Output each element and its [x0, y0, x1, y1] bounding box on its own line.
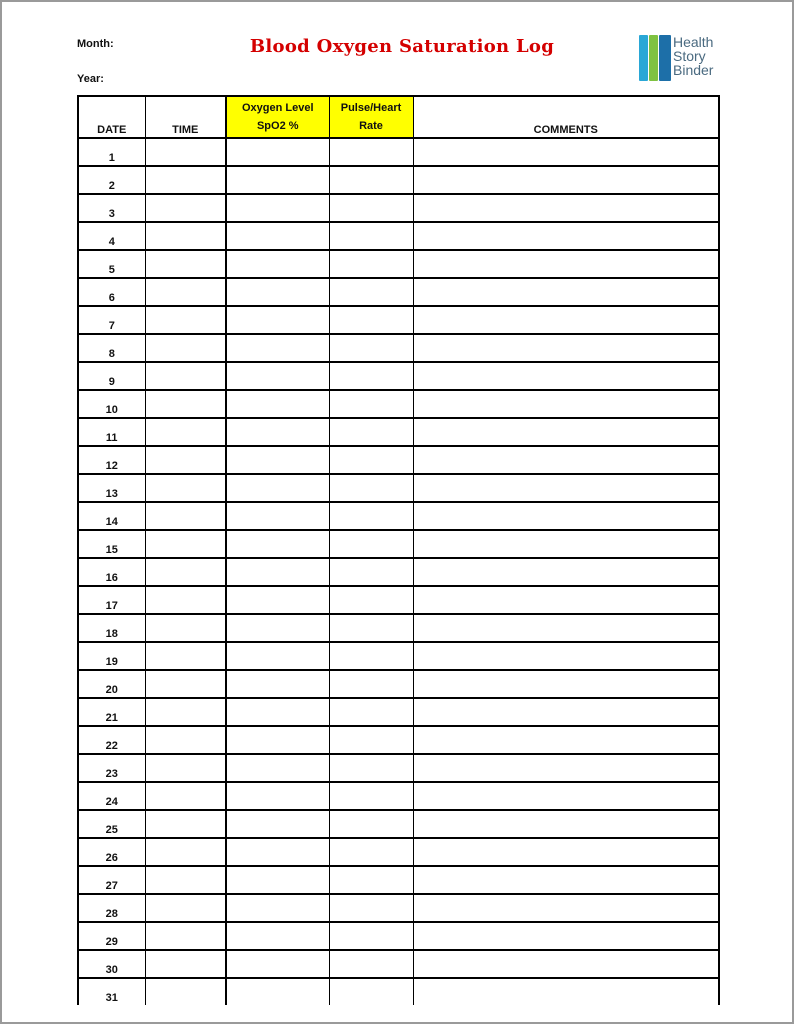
date-cell: 23: [78, 754, 145, 782]
date-cell: 5: [78, 250, 145, 278]
pulse-cell[interactable]: [329, 334, 413, 362]
pulse-cell[interactable]: [329, 586, 413, 614]
date-cell: 29: [78, 922, 145, 950]
date-cell: 27: [78, 866, 145, 894]
log-body: [78, 138, 719, 1005]
date-cell: 17: [78, 586, 145, 614]
logo-word-story: Story: [673, 48, 706, 64]
comments-cell[interactable]: [413, 418, 719, 446]
time-cell[interactable]: [145, 838, 226, 866]
time-cell[interactable]: [145, 250, 226, 278]
comments-cell[interactable]: [413, 810, 719, 838]
comments-cell[interactable]: [413, 726, 719, 754]
oxygen-cell[interactable]: [226, 894, 329, 922]
table-row: [78, 922, 719, 950]
date-cell: 24: [78, 782, 145, 810]
time-cell[interactable]: [145, 978, 226, 1005]
comments-cell[interactable]: [413, 502, 719, 530]
oxygen-cell[interactable]: [226, 390, 329, 418]
table-row: [78, 222, 719, 250]
oxygen-cell[interactable]: [226, 250, 329, 278]
pulse-cell[interactable]: [329, 950, 413, 978]
pulse-cell[interactable]: [329, 614, 413, 642]
pulse-cell[interactable]: [329, 306, 413, 334]
date-cell: 26: [78, 838, 145, 866]
log-table: [77, 95, 720, 1005]
date-cell: 11: [78, 418, 145, 446]
oxygen-cell[interactable]: [226, 558, 329, 586]
time-cell[interactable]: [145, 558, 226, 586]
comments-cell[interactable]: [413, 950, 719, 978]
comments-cell[interactable]: [413, 978, 719, 1005]
oxygen-cell[interactable]: [226, 726, 329, 754]
table-row: [78, 250, 719, 278]
table-row: [78, 670, 719, 698]
comments-cell[interactable]: [413, 670, 719, 698]
table-row: [78, 558, 719, 586]
time-cell[interactable]: [145, 586, 226, 614]
time-cell[interactable]: [145, 306, 226, 334]
comments-cell[interactable]: [413, 390, 719, 418]
health-story-binder-logo: [639, 33, 739, 95]
date-cell: 1: [78, 138, 145, 166]
oxygen-cell[interactable]: [226, 138, 329, 166]
pulse-cell[interactable]: [329, 782, 413, 810]
pulse-cell[interactable]: [329, 138, 413, 166]
table-row: [78, 446, 719, 474]
pulse-cell[interactable]: [329, 446, 413, 474]
time-cell[interactable]: [145, 502, 226, 530]
date-cell: 9: [78, 362, 145, 390]
comments-cell[interactable]: [413, 138, 719, 166]
time-cell[interactable]: [145, 642, 226, 670]
comments-cell[interactable]: [413, 838, 719, 866]
time-cell[interactable]: [145, 418, 226, 446]
comments-cell[interactable]: [413, 222, 719, 250]
time-cell[interactable]: [145, 922, 226, 950]
oxygen-cell[interactable]: [226, 194, 329, 222]
time-cell[interactable]: [145, 194, 226, 222]
oxygen-header-line1: Oxygen Level: [241, 102, 314, 114]
time-cell[interactable]: [145, 278, 226, 306]
table-row: [78, 278, 719, 306]
pulse-rate-column-header: [329, 96, 413, 138]
time-cell[interactable]: [145, 754, 226, 782]
time-cell[interactable]: [145, 894, 226, 922]
pulse-cell[interactable]: [329, 502, 413, 530]
pulse-cell[interactable]: [329, 418, 413, 446]
oxygen-cell[interactable]: [226, 530, 329, 558]
date-cell: 21: [78, 698, 145, 726]
pulse-cell[interactable]: [329, 978, 413, 1005]
pulse-cell[interactable]: [329, 474, 413, 502]
table-row: [78, 950, 719, 978]
date-cell: 30: [78, 950, 145, 978]
date-cell: 14: [78, 502, 145, 530]
pulse-header-line2: Rate: [359, 120, 383, 132]
table-row: [78, 838, 719, 866]
oxygen-cell[interactable]: [226, 950, 329, 978]
table-row: [78, 306, 719, 334]
table-row: [78, 978, 719, 1005]
year-label: Year:: [77, 73, 104, 85]
date-cell: 16: [78, 558, 145, 586]
comments-cell[interactable]: [413, 306, 719, 334]
comments-cell[interactable]: [413, 586, 719, 614]
date-cell: 8: [78, 334, 145, 362]
pulse-cell[interactable]: [329, 894, 413, 922]
oxygen-cell[interactable]: [226, 166, 329, 194]
logo-word-binder: Binder: [673, 62, 714, 78]
date-cell: 10: [78, 390, 145, 418]
comments-cell[interactable]: [413, 474, 719, 502]
date-cell: 31: [78, 978, 145, 1005]
date-column-header: DATE: [78, 96, 145, 138]
binder-books-icon: [639, 35, 671, 81]
pulse-cell[interactable]: [329, 530, 413, 558]
oxygen-cell[interactable]: [226, 278, 329, 306]
table-row: [78, 614, 719, 642]
date-cell: 12: [78, 446, 145, 474]
oxygen-cell[interactable]: [226, 670, 329, 698]
oxygen-cell[interactable]: [226, 698, 329, 726]
time-cell[interactable]: [145, 530, 226, 558]
date-cell: 18: [78, 614, 145, 642]
time-cell[interactable]: [145, 726, 226, 754]
comments-cell[interactable]: [413, 866, 719, 894]
time-cell[interactable]: [145, 334, 226, 362]
comments-cell[interactable]: [413, 754, 719, 782]
table-row: [78, 194, 719, 222]
oxygen-cell[interactable]: [226, 642, 329, 670]
oxygen-cell[interactable]: [226, 866, 329, 894]
date-cell: 3: [78, 194, 145, 222]
comments-cell[interactable]: [413, 698, 719, 726]
table-row: [78, 782, 719, 810]
oxygen-cell[interactable]: [226, 334, 329, 362]
time-cell[interactable]: [145, 670, 226, 698]
oxygen-cell[interactable]: [226, 222, 329, 250]
time-cell[interactable]: [145, 950, 226, 978]
comments-cell[interactable]: [413, 446, 719, 474]
logo-word-health: Health: [673, 34, 714, 50]
comments-cell[interactable]: [413, 166, 719, 194]
table-row: [78, 698, 719, 726]
table-row: [78, 166, 719, 194]
oxygen-cell[interactable]: [226, 978, 329, 1005]
oxygen-cell[interactable]: [226, 838, 329, 866]
oxygen-cell[interactable]: [226, 418, 329, 446]
pulse-cell[interactable]: [329, 390, 413, 418]
table-row: [78, 754, 719, 782]
time-cell[interactable]: [145, 810, 226, 838]
comments-cell[interactable]: [413, 642, 719, 670]
pulse-cell[interactable]: [329, 362, 413, 390]
oxygen-cell[interactable]: [226, 362, 329, 390]
table-row: [78, 390, 719, 418]
time-cell[interactable]: [145, 362, 226, 390]
comments-cell[interactable]: [413, 194, 719, 222]
table-row: [78, 810, 719, 838]
comments-cell[interactable]: [413, 362, 719, 390]
pulse-header-line1: Pulse/Heart: [340, 102, 402, 114]
date-cell: 6: [78, 278, 145, 306]
comments-cell[interactable]: [413, 250, 719, 278]
oxygen-cell[interactable]: [226, 474, 329, 502]
oxygen-cell[interactable]: [226, 306, 329, 334]
time-cell[interactable]: [145, 166, 226, 194]
date-cell: 22: [78, 726, 145, 754]
comments-cell[interactable]: [413, 334, 719, 362]
table-row: [78, 474, 719, 502]
date-cell: 15: [78, 530, 145, 558]
time-cell[interactable]: [145, 866, 226, 894]
date-cell: 4: [78, 222, 145, 250]
oxygen-cell[interactable]: [226, 782, 329, 810]
pulse-cell[interactable]: [329, 754, 413, 782]
time-cell[interactable]: [145, 138, 226, 166]
date-cell: 2: [78, 166, 145, 194]
time-cell[interactable]: [145, 782, 226, 810]
pulse-cell[interactable]: [329, 670, 413, 698]
comments-cell[interactable]: [413, 558, 719, 586]
table-row: [78, 642, 719, 670]
pulse-cell[interactable]: [329, 726, 413, 754]
pulse-cell[interactable]: [329, 278, 413, 306]
pulse-cell[interactable]: [329, 866, 413, 894]
pulse-cell[interactable]: [329, 922, 413, 950]
oxygen-cell[interactable]: [226, 586, 329, 614]
time-cell[interactable]: [145, 614, 226, 642]
table-row: [78, 138, 719, 166]
oxygen-cell[interactable]: [226, 922, 329, 950]
date-cell: 25: [78, 810, 145, 838]
oxygen-level-column-header: [226, 96, 329, 138]
comments-cell[interactable]: [413, 278, 719, 306]
table-row: [78, 586, 719, 614]
time-column-header: TIME: [145, 96, 226, 138]
time-cell[interactable]: [145, 474, 226, 502]
pulse-cell[interactable]: [329, 222, 413, 250]
table-row: [78, 866, 719, 894]
pulse-cell[interactable]: [329, 166, 413, 194]
comments-cell[interactable]: [413, 894, 719, 922]
oxygen-cell[interactable]: [226, 446, 329, 474]
table-header-row: [78, 96, 719, 138]
pulse-cell[interactable]: [329, 250, 413, 278]
comments-cell[interactable]: [413, 530, 719, 558]
table-row: [78, 726, 719, 754]
oxygen-header-line2: SpO2 %: [256, 120, 299, 132]
date-cell: 7: [78, 306, 145, 334]
pulse-cell[interactable]: [329, 698, 413, 726]
date-cell: 20: [78, 670, 145, 698]
table-row: [78, 530, 719, 558]
oxygen-cell[interactable]: [226, 754, 329, 782]
table-row: [78, 418, 719, 446]
pulse-cell[interactable]: [329, 194, 413, 222]
table-row: [78, 894, 719, 922]
date-cell: 28: [78, 894, 145, 922]
comments-cell[interactable]: [413, 922, 719, 950]
month-label: Month:: [77, 38, 114, 50]
pulse-cell[interactable]: [329, 642, 413, 670]
comments-cell[interactable]: [413, 614, 719, 642]
pulse-cell[interactable]: [329, 810, 413, 838]
table-row: [78, 502, 719, 530]
oxygen-cell[interactable]: [226, 810, 329, 838]
table-row: [78, 362, 719, 390]
oxygen-cell[interactable]: [226, 502, 329, 530]
pulse-cell[interactable]: [329, 558, 413, 586]
time-cell[interactable]: [145, 698, 226, 726]
time-cell[interactable]: [145, 222, 226, 250]
pulse-cell[interactable]: [329, 838, 413, 866]
table-row: [78, 334, 719, 362]
time-cell[interactable]: [145, 390, 226, 418]
date-cell: 13: [78, 474, 145, 502]
time-cell[interactable]: [145, 446, 226, 474]
page-title: Blood Oxygen Saturation Log: [249, 36, 555, 57]
comments-cell[interactable]: [413, 782, 719, 810]
comments-column-header: COMMENTS: [413, 96, 719, 138]
oxygen-cell[interactable]: [226, 614, 329, 642]
date-cell: 19: [78, 642, 145, 670]
